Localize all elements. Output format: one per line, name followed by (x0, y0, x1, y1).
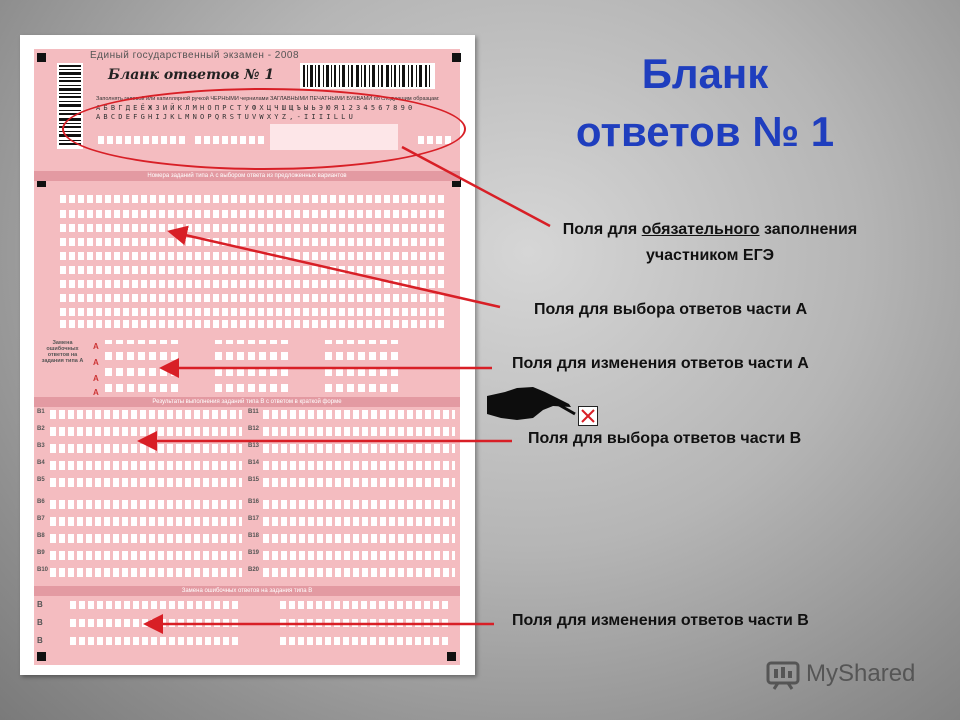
label-change-b: Поля для изменения ответов части В (512, 612, 809, 629)
b-row-label: B6 (37, 499, 45, 505)
slide-title (555, 45, 855, 161)
label-mandatory-underlined: обязательного (641, 221, 760, 238)
b-row-label: B11 (248, 409, 259, 415)
b-change-letter: B (37, 600, 43, 609)
b-row-label: B13 (248, 443, 260, 449)
label-mandatory-pre: Поля для (562, 221, 642, 238)
form-instruction: Заполнять гелевой или капиллярной ручкой ЧЕРНЫМИ чернилами ЗАГЛАВНЫМИ ПЕЧАТНЫМИ БУКВАМИ по следующим образцам: (96, 96, 440, 102)
a-change-letter: A (93, 388, 99, 397)
b-row-label: B15 (248, 477, 260, 483)
cross-checkbox-icon (578, 406, 598, 426)
section-a-band: Номера заданий типа А с выбором ответа из предложенных вариантов (34, 171, 460, 181)
label-select-b: Поля для выбора ответов части В (528, 430, 802, 447)
label-select-a: Поля для выбора ответов части А (534, 301, 808, 318)
arrow-select-a (172, 232, 500, 307)
b-row-label: B19 (248, 550, 260, 556)
a-change-letter: A (93, 342, 99, 351)
label-mandatory-fields (514, 217, 906, 269)
presentation-logo-icon (766, 658, 800, 690)
a-change-letter: A (93, 374, 99, 383)
b-row-label: B1 (37, 409, 45, 415)
b-row-label: B16 (248, 499, 260, 505)
b-row-label: B4 (37, 460, 45, 466)
b-row-label: B7 (37, 516, 45, 522)
b-row-label: B3 (37, 443, 45, 449)
sample-alphabet-cyrillic: А Б В Г Д Е Ё Ж З И Й К Л М Н О П Р С Т У Ф Х Ц Ч Ш Щ Ъ Ы Ь Э Ю Я 1 2 3 4 5 6 7 8 9 0 (96, 104, 412, 112)
arrow-mandatory (402, 147, 550, 226)
slide-title-line1: Бланк (641, 50, 769, 97)
a-change-letter: A (93, 358, 99, 367)
form-header: Единый государственный экзамен - 2008 (90, 50, 300, 61)
logo-text: MyShared (806, 660, 916, 687)
b-row-label: B20 (248, 567, 260, 573)
label-mandatory-line2: участником ЕГЭ (645, 247, 775, 264)
b-change-letter: B (37, 618, 43, 627)
pointing-hand-icon (487, 384, 577, 424)
b-row-label: B14 (248, 460, 260, 466)
b-row-label: B5 (37, 477, 45, 483)
sample-alphabet-latin: A B C D E F G H I J K L M N O P Q R S T U V W X Y Z , - I I I I L L U (96, 113, 353, 121)
b-row-label: B17 (248, 516, 260, 522)
b-row-label: B8 (37, 533, 45, 539)
form-name: Бланк ответов № 1 (108, 67, 275, 83)
b-row-label: B12 (248, 426, 260, 432)
presentation-logo[interactable] (766, 656, 915, 692)
section-b-band: Результаты выполнения заданий типа В с ответом в краткой форме (34, 397, 460, 407)
section-b-change-band: Замена ошибочных ответов на задания типа В (34, 586, 460, 596)
slide-title-line2: ответов № 1 (575, 108, 835, 155)
b-change-letter: B (37, 636, 43, 645)
b-row-label: B18 (248, 533, 260, 539)
label-change-a: Поля для изменения ответов части А (512, 355, 809, 372)
section-a-change-label: Замена ошибочных ответов на задания типа А (41, 340, 84, 364)
label-mandatory-post: заполнения (759, 221, 858, 238)
b-row-label: B10 (37, 567, 49, 573)
b-row-label: B2 (37, 426, 45, 432)
b-row-label: B9 (37, 550, 45, 556)
